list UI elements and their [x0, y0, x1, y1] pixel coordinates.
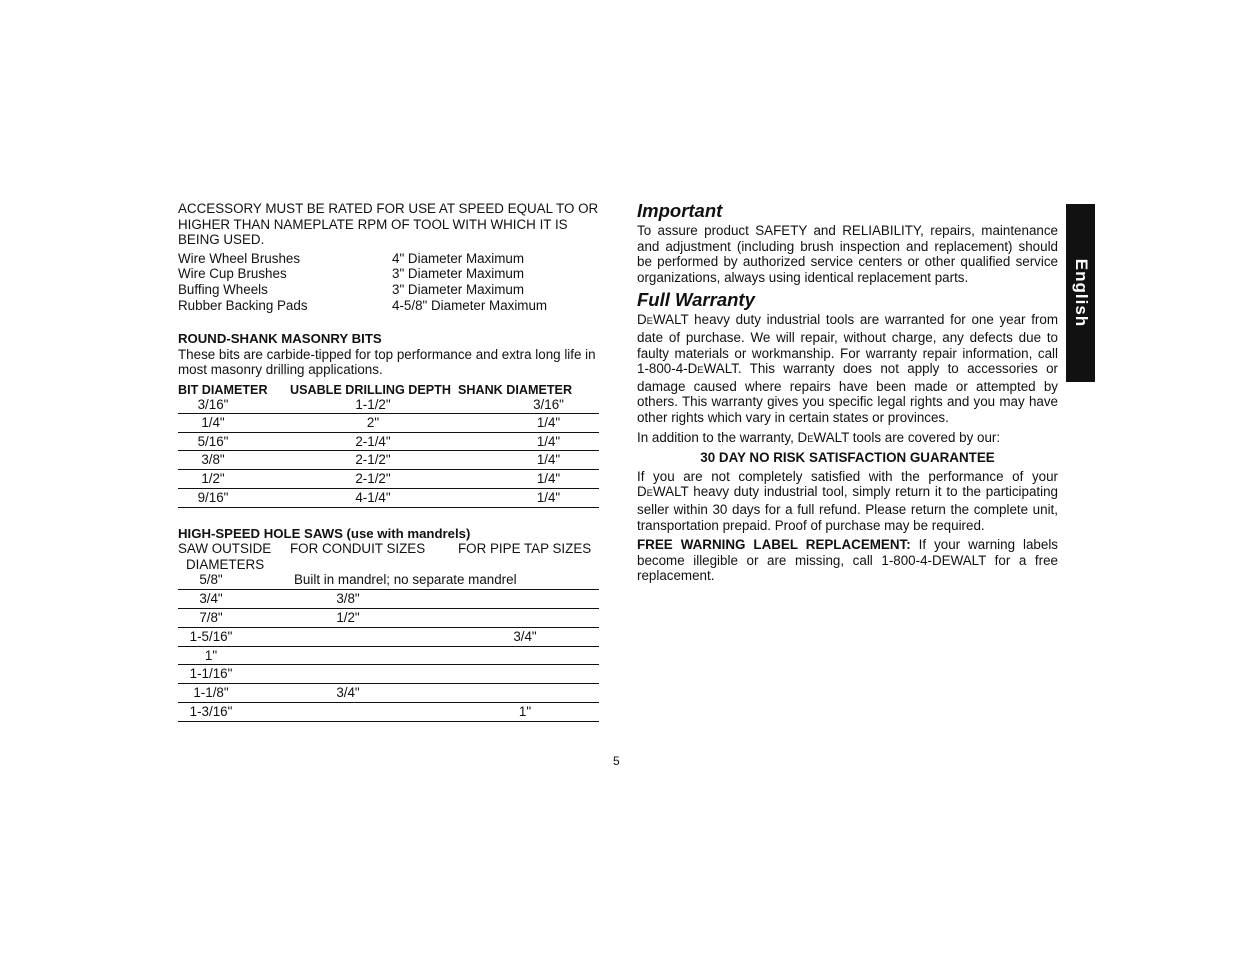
header-shank-diameter: SHANK DIAMETER [458, 382, 573, 397]
header-pipe-tap-sizes: FOR PIPE TAP SIZES [458, 541, 592, 557]
mandrel-note: Built in mandrel; no separate mandrel [294, 572, 517, 588]
saw-diameter-cell: 1-5/16" [189, 628, 233, 644]
header-saw-outside: SAW OUTSIDE [178, 541, 272, 557]
label-replacement-title: FREE WARNING LABEL REPLACEMENT: [637, 537, 911, 553]
left-column [178, 201, 599, 722]
important-body: To assure product SAFETY and RELIABILITY, repairs, maintenance and adjustment (including brush inspection and replacement) should be performed by authorized service centers or other qualified service organizations, always using identical replacement parts. [637, 223, 1058, 285]
table-row [178, 609, 599, 628]
drilling-depth-cell: 2-1/2" [355, 471, 391, 487]
bit-diameter-cell: 3/8" [201, 452, 225, 468]
accessory-max: 3" Diameter Maximum [392, 281, 524, 297]
bit-diameter-cell: 5/16" [197, 433, 229, 449]
warranty-text-a: heavy duty industrial tools are warranted for one year from date of purchase. We will repair, without charge, any defects due to faulty materials or workmanship. For warranty repair information, call 1-800-4- [637, 312, 1058, 377]
saw-diameter-cell: 1-3/16" [189, 703, 233, 719]
brand-e: E [697, 365, 704, 377]
brand-rest: WALT [813, 429, 850, 445]
masonry-table-header [178, 383, 599, 398]
table-row [178, 590, 599, 609]
table-row [178, 433, 599, 452]
brand-rest: WALT [653, 312, 689, 328]
table-row [178, 398, 599, 414]
coverage-text-b: tools are covered by our: [849, 429, 1001, 445]
conduit-size-cell: 3/4" [336, 685, 360, 701]
drilling-depth-cell: 1-1/2" [355, 396, 391, 412]
hole-saws-table-header [178, 541, 599, 556]
language-tab-label: English [1071, 258, 1091, 328]
pipe-tap-cell: 3/4" [513, 628, 537, 644]
accessory-name: Rubber Backing Pads [178, 297, 308, 313]
bit-diameter-cell: 1/4" [201, 414, 225, 430]
shank-diameter-cell: 1/4" [536, 489, 561, 505]
table-row [178, 665, 599, 684]
coverage-text-a: In addition to the warranty, [637, 429, 798, 445]
table-row [178, 647, 599, 666]
table-row [178, 703, 599, 722]
coverage-paragraph [637, 430, 1058, 448]
shank-diameter-cell: 1/4" [536, 414, 561, 430]
accessory-list [178, 251, 599, 313]
masonry-table [178, 398, 599, 508]
warranty-text-b: . This warranty does not apply to accessories or damage caused where repairs have been made or attempted by others. This warranty gives you specific legal rights and you may have other rights which vary in certain states or provinces. [637, 361, 1058, 425]
brand-d: D [687, 361, 698, 377]
shank-diameter-cell: 1/4" [536, 452, 561, 468]
shank-diameter-cell: 3/16" [533, 396, 564, 412]
table-row [178, 572, 599, 590]
page-number: 5 [613, 754, 620, 768]
hole-saws-title: HIGH-SPEED HOLE SAWS (use with mandrels) [178, 525, 471, 541]
drilling-depth-cell: 2-1/4" [355, 433, 391, 449]
brand-e: E [646, 488, 654, 500]
table-row [178, 684, 599, 703]
brand-e: E [646, 316, 654, 328]
drilling-depth-cell: 2" [366, 414, 380, 430]
saw-diameter-cell: 3/4" [199, 591, 223, 607]
warranty-paragraph [637, 312, 1058, 425]
brand-d: D [797, 429, 808, 445]
header-bit-diameter: BIT DIAMETER [178, 382, 268, 397]
saw-diameter-cell: 1-1/8" [193, 685, 229, 701]
warranty-heading: Full Warranty [637, 289, 755, 311]
guarantee-title: 30 DAY NO RISK SATISFACTION GUARANTEE [700, 450, 995, 466]
brand-d: D [637, 312, 647, 328]
bit-diameter-cell: 9/16" [197, 489, 229, 505]
saw-diameter-cell: 5/8" [199, 572, 223, 588]
saw-diameter-cell: 1" [204, 647, 218, 663]
masonry-bits-description: These bits are carbide-tipped for top performance and extra long life in most masonry drilling applications. [178, 346, 596, 378]
header-diameters: DIAMETERS [186, 556, 265, 572]
label-replacement-paragraph [637, 537, 1058, 584]
accessory-row [178, 251, 599, 267]
guarantee-text-a: If you are not completely satisfied with the performance of your [637, 468, 1058, 484]
table-row [178, 451, 599, 470]
accessory-name: Buffing Wheels [178, 281, 268, 297]
accessory-name: Wire Wheel Brushes [178, 250, 301, 266]
table-row [178, 470, 599, 489]
right-column [637, 201, 1058, 584]
accessory-max: 4" Diameter Maximum [392, 250, 524, 266]
guarantee-text-b: heavy duty industrial tool, simply return it to the participating seller within 30 days for a full refund. Please return the complete unit, transportation prepaid. Proof of purchase may be required. [637, 484, 1058, 533]
accessory-max: 4-5/8" Diameter Maximum [392, 297, 548, 313]
important-heading: Important [637, 200, 723, 221]
table-row [178, 414, 599, 433]
accessory-row [178, 298, 599, 314]
shank-diameter-cell: 1/4" [536, 471, 561, 487]
bit-diameter-cell: 3/16" [197, 396, 229, 412]
brand-rest: WALT [653, 484, 689, 500]
saw-diameter-cell: 1-1/16" [189, 666, 233, 682]
language-tab [1066, 204, 1095, 382]
accessory-row [178, 282, 599, 298]
masonry-bits-title: ROUND-SHANK MASONRY BITS [178, 331, 382, 347]
accessory-name: Wire Cup Brushes [178, 266, 287, 282]
header-conduit-sizes: FOR CONDUIT SIZES [290, 541, 426, 557]
brand-rest: WALT [703, 361, 738, 377]
accessory-speed-warning: ACCESSORY MUST BE RATED FOR USE AT SPEED EQUAL TO OR HIGHER THAN NAMEPLATE RPM OF TOOL WITH WHICH IT IS BEING USED. [178, 201, 599, 248]
accessory-max: 3" Diameter Maximum [392, 266, 524, 282]
brand-e: E [807, 433, 814, 445]
guarantee-paragraph [637, 469, 1058, 533]
conduit-size-cell: 3/8" [336, 591, 360, 607]
hole-saws-table [178, 572, 599, 722]
drilling-depth-cell: 4-1/4" [355, 489, 391, 505]
table-row [178, 628, 599, 647]
brand-d: D [637, 484, 647, 500]
saw-diameter-cell: 7/8" [199, 609, 223, 625]
pipe-tap-cell: 1" [518, 703, 532, 719]
drilling-depth-cell: 2-1/2" [355, 452, 391, 468]
accessory-row [178, 266, 599, 282]
conduit-size-cell: 1/2" [336, 609, 360, 625]
table-row [178, 489, 599, 508]
label-replacement-body: If your warning labels become illegible or are missing, call 1-800-4-DEWALT for a free replacement. [637, 537, 1058, 584]
shank-diameter-cell: 1/4" [536, 433, 561, 449]
header-drilling-depth: USABLE DRILLING DEPTH [290, 382, 451, 397]
bit-diameter-cell: 1/2" [201, 471, 225, 487]
